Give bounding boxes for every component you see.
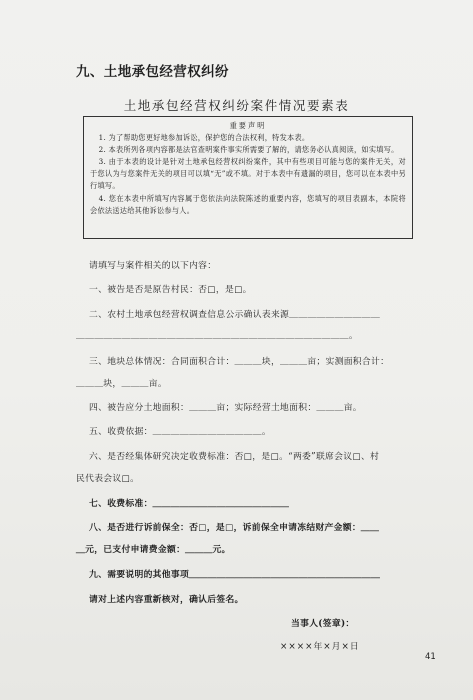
question-2-line-2: ＿＿＿＿＿＿＿＿＿＿＿＿＿＿＿＿＿＿＿＿＿＿＿＿＿＿＿＿＿＿。	[76, 331, 359, 341]
notice-paragraph-2: 2. 本表所列各项内容都是法官查明案件事实所需要了解的，请您务必认真阅读，如实填写。	[98, 145, 399, 155]
question-6-line-1: 六、是否经集体研究决定收费标准：否□，是□。“两委”联席会议□、村	[89, 452, 380, 462]
signature-label: 当事人(签章)：	[291, 619, 355, 629]
question-9: 九、需要说明的其他事项＿＿＿＿＿＿＿＿＿＿＿＿＿＿＿＿＿＿＿＿＿	[89, 570, 381, 580]
signature-date: ××××年×月×日	[280, 642, 360, 652]
question-3-line-2: ＿＿＿块，＿＿＿亩。	[76, 379, 167, 389]
important-notice-box	[83, 116, 413, 239]
page-number: 41	[425, 652, 436, 662]
question-8-line-1: 八、是否进行诉前保全：否□，是□，诉前保全申请冻结财产金额：＿＿	[89, 523, 380, 533]
question-8-line-2: ＿元，已支付申请费金额：＿＿＿元。	[76, 545, 231, 555]
question-1: 一、被告是否是原告村民：否□，是□。	[89, 285, 252, 295]
question-3-line-1: 三、地块总体情况：合同面积合计：＿＿＿块，＿＿＿亩；实测面积合计：	[89, 357, 390, 367]
notice-paragraph-4: 4. 您在本表中所填写内容属于您依法向法院陈述的重要内容，您填写的项目表副本，本院将会依法送达给其他诉讼参与人。	[90, 193, 406, 215]
intro-text: 请填写与案件相关的以下内容：	[89, 261, 217, 271]
notice-paragraph-3: 3. 由于本表的设计是针对土地承包经营权纠纷案件，其中有些项目可能与您的案件无关，对于您认为与您案件无关的项目可以填“无”或不填。对于本表中有遗漏的项目，您可以在本表中另行填写。	[90, 157, 406, 191]
notice-paragraph-1: 1. 为了帮助您更好地参加诉讼，保护您的合法权利，特发本表。	[98, 133, 310, 143]
question-4: 四、被告应分土地面积：＿＿＿亩；实际经营土地面积：＿＿＿亩。	[89, 403, 362, 413]
question-2-line-1: 二、农村土地承包经营权调查信息公示确认表来源＿＿＿＿＿＿＿＿＿＿	[89, 310, 381, 320]
confirm-instruction: 请对上述内容重新核对，确认后签名。	[89, 595, 244, 605]
form-title: 土地承包经营权纠纷案件情况要素表	[123, 98, 350, 113]
section-heading: 九、土地承包经营权纠纷	[76, 64, 229, 80]
question-5: 五、收费依据：＿＿＿＿＿＿＿＿＿＿＿＿。	[89, 427, 271, 437]
question-7: 七、收费标准：＿＿＿＿＿＿＿＿＿＿＿＿＿＿＿	[89, 499, 290, 509]
notice-title: 重要声明	[229, 121, 267, 130]
question-6-line-2: 民代表会议□。	[76, 474, 140, 484]
